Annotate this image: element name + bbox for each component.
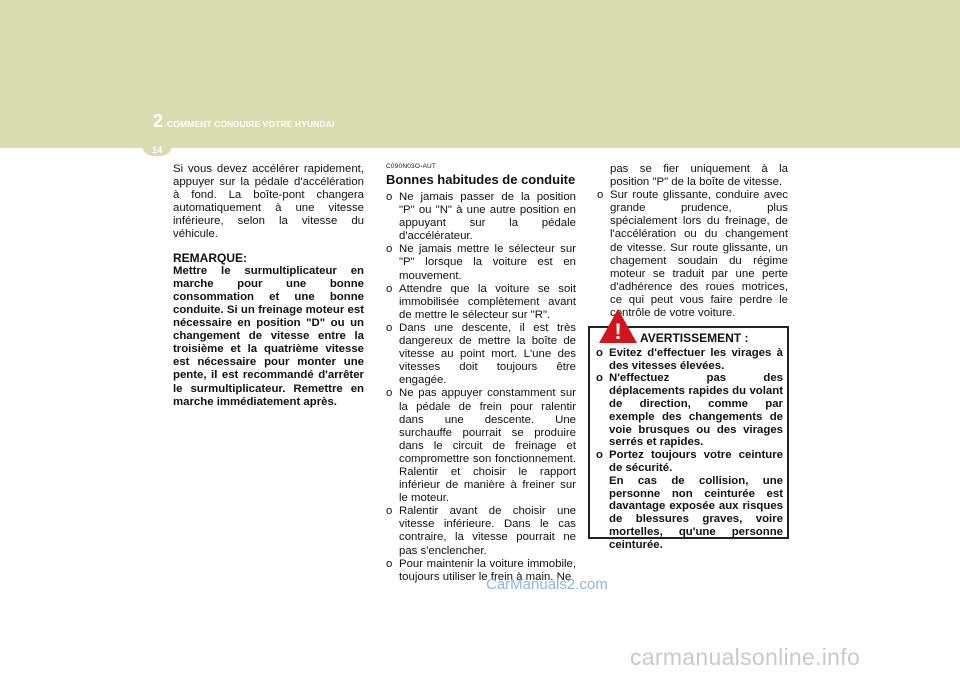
bullet-mark: o <box>596 372 603 385</box>
section-title: Bonnes habitudes de conduite <box>386 172 576 187</box>
warning-list <box>596 347 783 552</box>
warning-box <box>588 326 789 551</box>
list-item: o Evitez d'effectuer les virages à des vitesses élevées. <box>596 346 783 372</box>
page-number: 14 <box>151 145 163 156</box>
driving-habits-list-continued <box>597 189 788 320</box>
continuation-text: pas se fier uniquement à la position "P" de la boîte de vitesse. <box>610 163 788 189</box>
list-item: o Ne jamais passer de la position "P" ou "N" à une autre position en appuyant sur la pédale d'accélérateur. <box>386 191 576 243</box>
chapter-title: COMMENT CONDUIRE VOTRE HYUNDAI <box>167 119 335 129</box>
list-item: o Portez toujours votre ceinture de sécurité. En cas de collision, une personne non ceinturée est davantage exposée aux risques de blessures graves, voire mortelles, qu'une personne ceinturée. <box>596 449 783 551</box>
list-item: o Ralentir avant de choisir une vitesse inférieure. Dans le cas contraire, la vitesse pourrait ne pas s'enclencher. <box>386 505 576 557</box>
bullet-mark: o <box>597 189 604 202</box>
column-middle <box>386 163 576 584</box>
bullet-mark: o <box>596 449 603 462</box>
bullet-mark: o <box>386 321 393 334</box>
bullet-mark: o <box>386 191 393 203</box>
bullet-mark: o <box>386 505 393 518</box>
remark-body: Mettre le surmultiplicateur en marche pour une bonne consommation et une bonne conduite. Si un freinage moteur est nécessaire en position "D" ou un changement de vitesse entre la troisième et la quatrième vitesse est nécessaire pour monter une pente, il est recommandé d'arrêter le surmultiplicateur. Remettre en marche immédiatement après. <box>173 264 364 408</box>
section-code: C090N03O-AUT <box>386 163 437 170</box>
warning-exclamation: ! <box>614 319 622 344</box>
driving-habits-list <box>386 191 576 584</box>
list-item: o Sur route glissante, conduire avec grande prudence, plus spécialement lors du freinage, de l'accélération ou du changement de vitesse. Sur route glissante, un chagement soudain du régime moteur se traduit par une perte d'adhérence des roues motrices, ce qui peut vous faire perdre le contrôle de votre voiture. <box>597 189 788 320</box>
bullet-mark: o <box>596 346 603 359</box>
remark-title: REMARQUE: <box>173 250 247 265</box>
list-item: o Pour maintenir la voiture immobile, toujours utiliser le frein à main. Ne <box>386 557 576 583</box>
column-left <box>173 163 364 409</box>
warning-triangle-icon <box>598 308 638 344</box>
chapter-header <box>153 112 334 130</box>
list-item: o N'effectuez pas des déplacements rapides du volant de direction, comme par exemple des changements de voie brusques ou des virages serrés et rapides. <box>596 372 783 449</box>
page-number-tab <box>142 134 172 156</box>
bullet-mark: o <box>386 557 393 570</box>
column-right <box>597 163 788 320</box>
list-item: o Dans une descente, il est très dangereux de mettre la boîte de vitesse au point mort. L'une des vitesses doit toujours être engagée. <box>386 321 576 387</box>
list-item: o Ne jamais mettre le sélecteur sur "P" lorsque la voiture est en mouvement. <box>386 243 576 282</box>
header-band <box>0 0 960 148</box>
watermark-carmanuals2: CarManuals2.com <box>486 576 608 593</box>
bullet-mark: o <box>386 282 393 295</box>
watermark-carmanualsonline: carmanualsonline.info <box>630 644 861 670</box>
warning-title: AVERTISSEMENT : <box>640 331 749 345</box>
list-item: o Ne pas appuyer constamment sur la pédale de frein pour ralentir dans une descente. Une surchauffe pourrait se produire dans le circuit de freinage et compromettre son fonctionnement. Ralentir et choisir le rapport inférieur de manière à freiner sur le moteur. <box>386 387 576 505</box>
bullet-mark: o <box>386 243 393 256</box>
list-item: o Attendre que la voiture se soit immobilisée complètement avant de mettre le sélecteur sur "R". <box>386 282 576 321</box>
chapter-number: 2 <box>153 111 164 131</box>
intro-paragraph: Si vous devez accélérer rapidement, appuyer sur la pédale d'accélération à fond. La boîte-pont changera automatiquement à une vitesse inférieure, selon la vitesse du véhicule. <box>173 163 364 241</box>
bullet-mark: o <box>386 387 393 400</box>
